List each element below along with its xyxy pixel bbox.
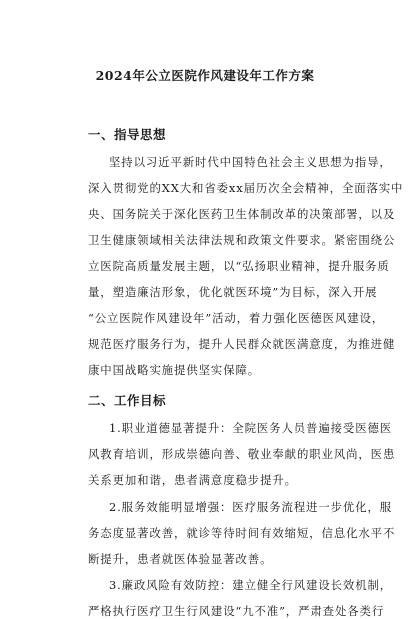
paragraph-line: 务态度显著改善，就诊等待时间有效缩短，信息化水平不 <box>88 526 396 540</box>
paragraph-line: 规范医疗服务行为，提升人民群众就医满意度，为推进健 <box>88 337 396 351</box>
paragraph-line: 1.职业道德显著提升：全院医务人员普遍接受医德医 <box>109 421 393 435</box>
paragraph-line: 立医院高质量发展主题，以“弘扬职业精神，提升服务质 <box>88 259 390 273</box>
section-heading-work-goals: 二、工作目标 <box>88 393 167 408</box>
paragraph-line: 量，塑造廉洁形象，优化就医环境”为目标，深入开展 <box>88 285 378 299</box>
paragraph-line: 深入贯彻党的XX大和省委xx届历次全会精神，全面落实中 <box>88 181 404 195</box>
section-heading-guiding-ideology: 一、指导思想 <box>88 127 167 142</box>
paragraph-line: 3.廉政风险有效防控：建立健全行风建设长效机制， <box>109 578 393 592</box>
paragraph-line: 卫生健康领域相关法律法规和政策文件要求。紧密围绕公 <box>88 233 396 247</box>
paragraph-line: 关系更加和谐，患者满意度稳步提升。 <box>88 473 297 487</box>
document-title: 2024年公立医院作风建设年工作方案 <box>95 68 315 83</box>
paragraph-line: 断提升，患者就医体验显著改善。 <box>88 552 273 566</box>
paragraph-line: 风教育培训，形成崇德向善、敬业奉献的职业风尚，医患 <box>88 447 396 461</box>
paragraph-line: 央、国务院关于深化医药卫生体制改革的决策部署，以及 <box>88 207 396 221</box>
paragraph-line: “公立医院作风建设年”活动，着力强化医德医风建设， <box>88 311 385 325</box>
paragraph-line: 严格执行医疗卫生行风建设“九不准”，严肃查处各类行 <box>88 604 385 618</box>
paragraph-line: 坚持以习近平新时代中国特色社会主义思想为指导， <box>109 155 392 169</box>
paragraph-line: 康中国战略实施提供坚实保障。 <box>88 363 261 377</box>
paragraph-line: 2.服务效能明显增强：医疗服务流程进一步优化，服 <box>109 500 393 514</box>
